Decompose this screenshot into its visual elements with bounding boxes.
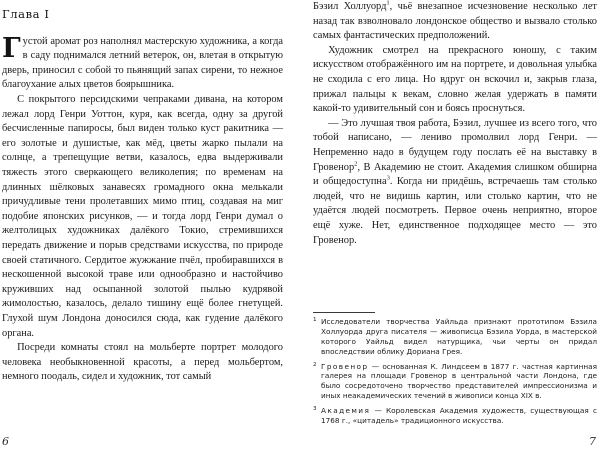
footnote-term: Академия xyxy=(321,406,371,416)
paragraph-text: Художник смотрел на прекрасного юношу, с таким искусством отображённого им на портрете, и довольная улыбка не сходила с его лица. Но вдруг он вскочил и, закрыв глаза, прижал пальцы к векам, словно желая удержать в памяти какой-то удивительный сон и боясь проснуться. xyxy=(313,44,597,115)
footnote-separator-rule xyxy=(313,312,375,313)
footnote-term: Гровенор xyxy=(321,361,369,371)
footnote-number: 3 xyxy=(313,406,317,413)
paragraph-text: С покрытого персидскими чепраками дивана, на котором лежал лорд Генри Уоттон, куря, как всегда, одну за другой бесчисленные папиросы, был виден только куст ракитника — его золотые и душистые, как мёд, цветы жарко пылали на солнце, а трепещущие ветви, казалось, едва выдерживали тяжесть этого сверкающего великолепия; по временам на длинных шёлковых занавесях громадного окна мелькали причудливые тени пролетавших мимо птиц, создавая на миг подобие японских рисунков, — и тогда лорд Генри думал о желтолицых художниках далёкого Токио, стремившихся передать движение и порыв средствами искусства, по природе своей статичного. Сердитое жужжание пчёл, пробиравшихся в нескошенной высокой траве или однообразно и настойчиво круживших над осыпанной золотой пылью кудрявой жимолостью, казалось, делало тишину ещё более гнетущей. Глухой шум Лондона доносился сюда, как гудение далёкого органа. xyxy=(2,94,283,339)
paragraph-text: — Это лучшая твоя работа, Бэзил, лучшее из всего того, что тобой написано, — лениво промолвил лорд Генри. — Непременно надо в будущем году послать её на выставку в Гровенор$^2$, В Академию не стоит. Академия слишком обширна и общедоступна$^3$. Когда ни придёшь, встречаешь там столько людей, что не видишь картин, или столько картин, что не удаётся людей посмотреть. Первое очень неприятно, второе ещё хуже. Нет, единственное подходящее место — это Гровенор. xyxy=(313,117,597,246)
footnote-ref-1[interactable]: 1 xyxy=(386,0,390,7)
right-page-body xyxy=(313,0,597,248)
paragraph-text: Посреди комнаты стоял на мольберте портрет молодого человека необыкновенной красоты, а перед мольбертом, немного поодаль, сидел и художник, тот самый xyxy=(2,342,283,383)
footnote-item xyxy=(313,406,597,426)
page-number-left: 6 xyxy=(2,435,9,448)
drop-cap-letter: Г xyxy=(2,32,21,64)
left-page-body xyxy=(2,32,283,385)
paragraph xyxy=(313,44,597,117)
paragraph xyxy=(2,93,283,341)
paragraph xyxy=(2,32,283,93)
paragraph-text: Бэзил Холлуорд$^1$, чьё внезапное исчезновение несколько лет назад так взволновало лондонское общество и вызвало столько самых фантастических предположений. xyxy=(313,0,597,42)
footnote-number: 1 xyxy=(313,316,317,323)
footnote-text: — основанная К. Линдсеем в 1877 г. частная картинная галерея на площади Гровенор в центральной части Лондона, где было сосредоточено творчество представителей импрессионизма и иных неакадемических течений в живописи конца XIX в. xyxy=(321,361,597,401)
footnote-item xyxy=(313,362,597,402)
page-number-right: 7 xyxy=(589,435,596,448)
paragraph xyxy=(313,0,597,44)
paragraph xyxy=(313,117,597,248)
paragraph-text: устой аромат роз наполнял мастерскую художника, а когда в саду поднимался летний ветерок, он, влетая в открытую дверь, приносил с собой то пьянящий запах сирени, то нежное благоухание алых цветов боярышника. xyxy=(2,35,283,91)
right-page xyxy=(300,0,600,454)
paragraph xyxy=(2,341,283,385)
footnote-text: Исследователи творчества Уайльда признают прототипом Бэзила Холлуорда друга писателя — живописца Бэзила Уорда, в мастерской которого Уайльд видел натурщика, чьи черты он придал впоследствии облику Дориана Грея. xyxy=(321,316,597,356)
footnote-text: — Королевская Академия художеств, существующая с 1768 г., «цитадель» традиционного искусства. xyxy=(321,406,597,426)
footnote-number: 2 xyxy=(313,361,317,368)
footnote-ref-3[interactable]: 3 xyxy=(386,174,390,182)
chapter-title: Глава I xyxy=(2,7,50,21)
footnote-item xyxy=(313,317,597,357)
footnote-ref-2[interactable]: 2 xyxy=(354,160,358,168)
footnotes-block xyxy=(313,312,597,426)
